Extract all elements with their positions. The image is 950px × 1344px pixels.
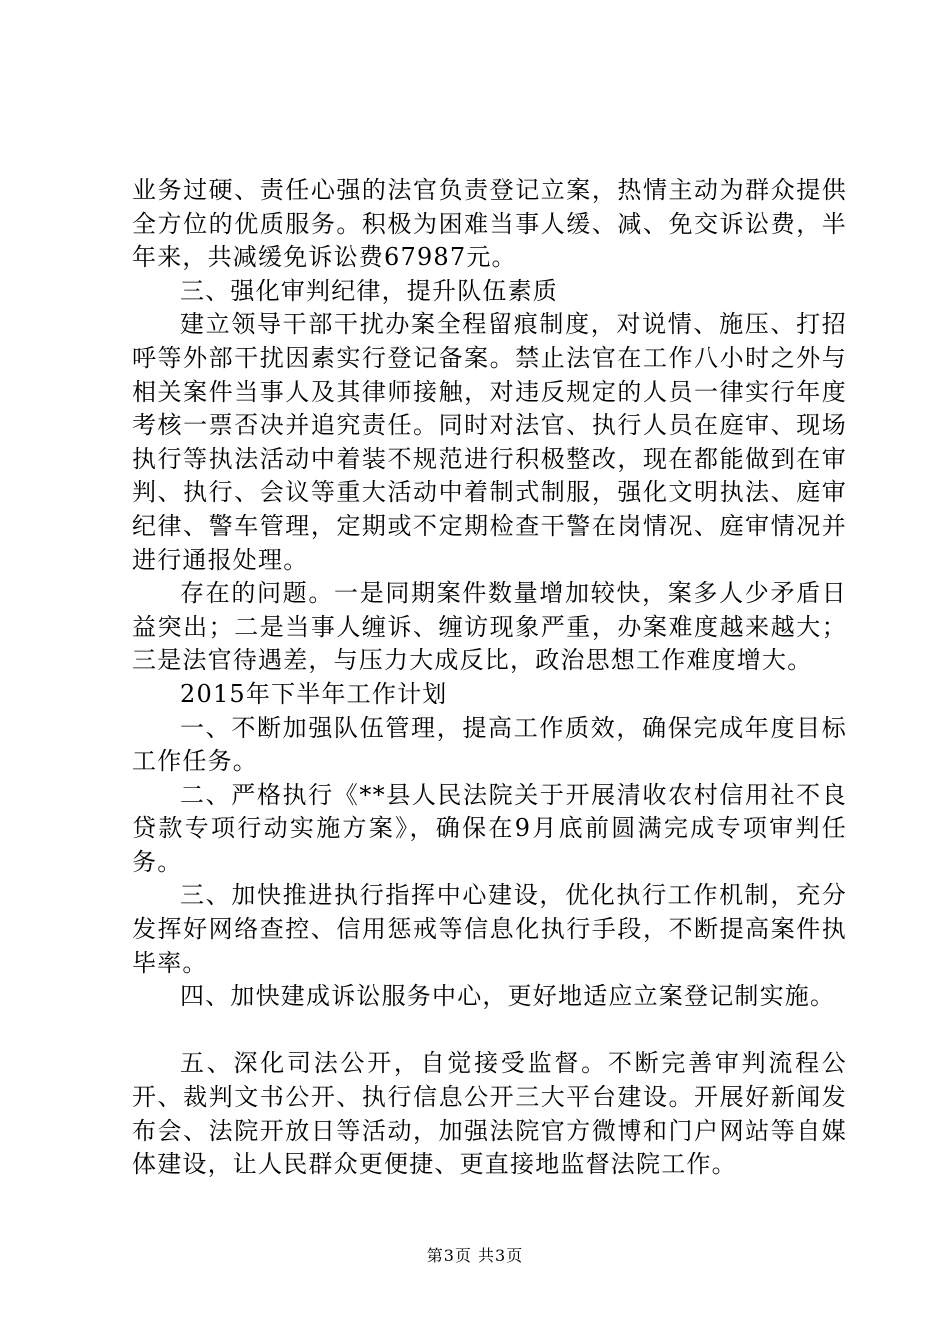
blank-line <box>132 1014 847 1048</box>
plan-item-2: 二、严格执行《**县人民法院关于开展清收农村信用社不良贷款专项行动实施方案》，确保在9月底前圆满完成专项审判任务。 <box>132 780 847 876</box>
plan-item-1: 一、不断加强队伍管理，提高工作质效，确保完成年度目标工作任务。 <box>132 713 847 776</box>
paragraph-problems: 存在的问题。一是同期案件数量增加较快，案多人少矛盾日益突出；二是当事人缠诉、缠访现象严重，办案难度越来越大；三是法官待遇差，与压力大成反比，政治思想工作难度增大。 <box>132 579 847 675</box>
document-body <box>132 174 847 1182</box>
section-heading-discipline: 三、强化审判纪律，提升队伍素质 <box>180 276 558 305</box>
page-footer <box>0 1246 950 1266</box>
plan-heading: 2015年下半年工作计划 <box>180 679 448 708</box>
plan-item-5: 五、深化司法公开，自觉接受监督。不断完善审判流程公开、裁判文书公开、执行信息公开三大平台建设。开展好新闻发布会、法院开放日等活动，加强法院官方微博和门户网站等自媒体建设，让人民群众更便捷、更直接地监督法院工作。 <box>132 1049 847 1179</box>
plan-item-4: 四、加快建成诉讼服务中心，更好地适应立案登记制实施。 <box>180 982 836 1011</box>
paragraph-service-continued: 业务过硬、责任心强的法官负责登记立案，热情主动为群众提供全方位的优质服务。积极为困难当事人缓、减、免交诉讼费，半年来，共减缓免诉讼费67987元。 <box>132 176 847 272</box>
paragraph-discipline: 建立领导干部干扰办案全程留痕制度，对说情、施压、打招呼等外部干扰因素实行登记备案。禁止法官在工作八小时之外与相关案件当事人及其律师接触，对违反规定的人员一律实行年度考核一票否决并追究责任。同时对法官、执行人员在庭审、现场执行等执法活动中着装不规范进行积极整改，现在都能做到在审判、执行、会议等重大活动中着制式制服，强化文明执法、庭审纪律、警车管理，定期或不定期检查干警在岗情况、庭审情况并进行通报处理。 <box>132 310 847 574</box>
plan-item-3: 三、加快推进执行指挥中心建设，优化执行工作机制，充分发挥好网络查控、信用惩戒等信息化执行手段，不断提高案件执毕率。 <box>132 881 847 977</box>
page-number-label: 第3页 共3页 <box>426 1246 524 1265</box>
